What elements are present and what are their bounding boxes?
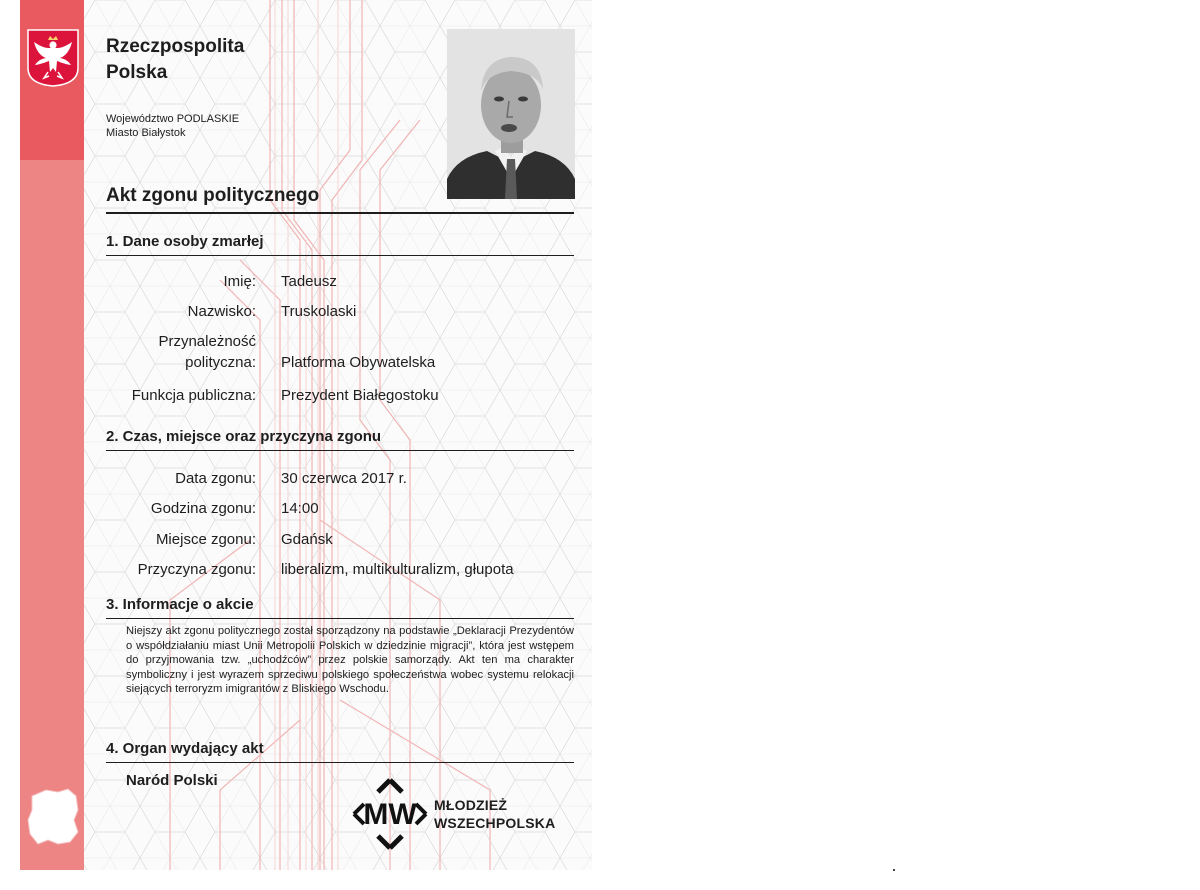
field-value: 30 czerwca 2017 r.: [281, 470, 407, 487]
mw-logo-icon: [350, 778, 430, 850]
field-value: Truskolaski: [281, 303, 357, 320]
field-label: Nazwisko:: [187, 303, 256, 320]
logo-monogram: MW: [363, 798, 417, 831]
stray-dot: [893, 869, 895, 871]
field-label: Godzina zgonu:: [150, 500, 256, 517]
section-3-divider: [106, 618, 574, 619]
section-4-title: 4. Organ wydający akt: [106, 740, 264, 757]
document-title: Akt zgonu politycznego: [106, 185, 320, 206]
section-3-title: 3. Informacje o akcie: [106, 596, 254, 613]
person-photo: [447, 29, 575, 199]
poland-map-icon: [24, 786, 82, 848]
organization-name: MŁODZIEŻ WSZECHPOLSKA: [434, 797, 556, 831]
white-eagle-emblem-icon: [26, 28, 80, 88]
region-info: Województwo PODLASKIE Miasto Białystok: [106, 113, 240, 139]
field-value: liberalizm, multikulturalizm, głupota: [281, 561, 514, 578]
field-label: polityczna:: [185, 354, 256, 371]
section-2-title: 2. Czas, miejsce oraz przyczyna zgonu: [106, 428, 382, 445]
title-divider: [106, 212, 574, 214]
section-2-divider: [106, 450, 574, 451]
field-label: Przynależność: [158, 333, 256, 350]
field-label: Data zgonu:: [175, 470, 256, 487]
field-value: Gdańsk: [281, 531, 333, 548]
field-value: Tadeusz: [281, 273, 337, 290]
death-certificate-document: [20, 0, 592, 870]
section-1-title: 1. Dane osoby zmarłej: [106, 233, 264, 250]
field-value: Platforma Obywatelska: [281, 354, 436, 371]
field-label: Funkcja publiczna:: [131, 387, 256, 404]
field-label: Miejsce zgonu:: [155, 531, 256, 548]
section-4-divider: [106, 762, 574, 763]
field-value: Prezydent Białegostoku: [281, 387, 439, 404]
issuer-name: Naród Polski: [126, 772, 218, 789]
section-1-divider: [106, 255, 574, 256]
country-name: Rzeczpospolita Polska: [106, 36, 245, 83]
field-label: Imię:: [223, 273, 256, 290]
act-information-text: Niejszy akt zgonu politycznego został sporządzony na podstawie „Deklaracji Prezydentów o współdziałaniu miast Unii Metropolii Polskich w dziedzinie migracji”, która jest wstępem do przyjmowania tzw. „uchodźców” przez polskie samorządy. Akt ten ma charakter symboliczny i jest wyrazem sprzeciwu polskiego społeczeństwa wobec systemu relokacji siejących terroryzm imigrantów z Bliskiego Wschodu.: [126, 625, 574, 695]
field-value: 14:00: [281, 500, 319, 517]
field-label: Przyczyna zgonu:: [137, 561, 256, 578]
